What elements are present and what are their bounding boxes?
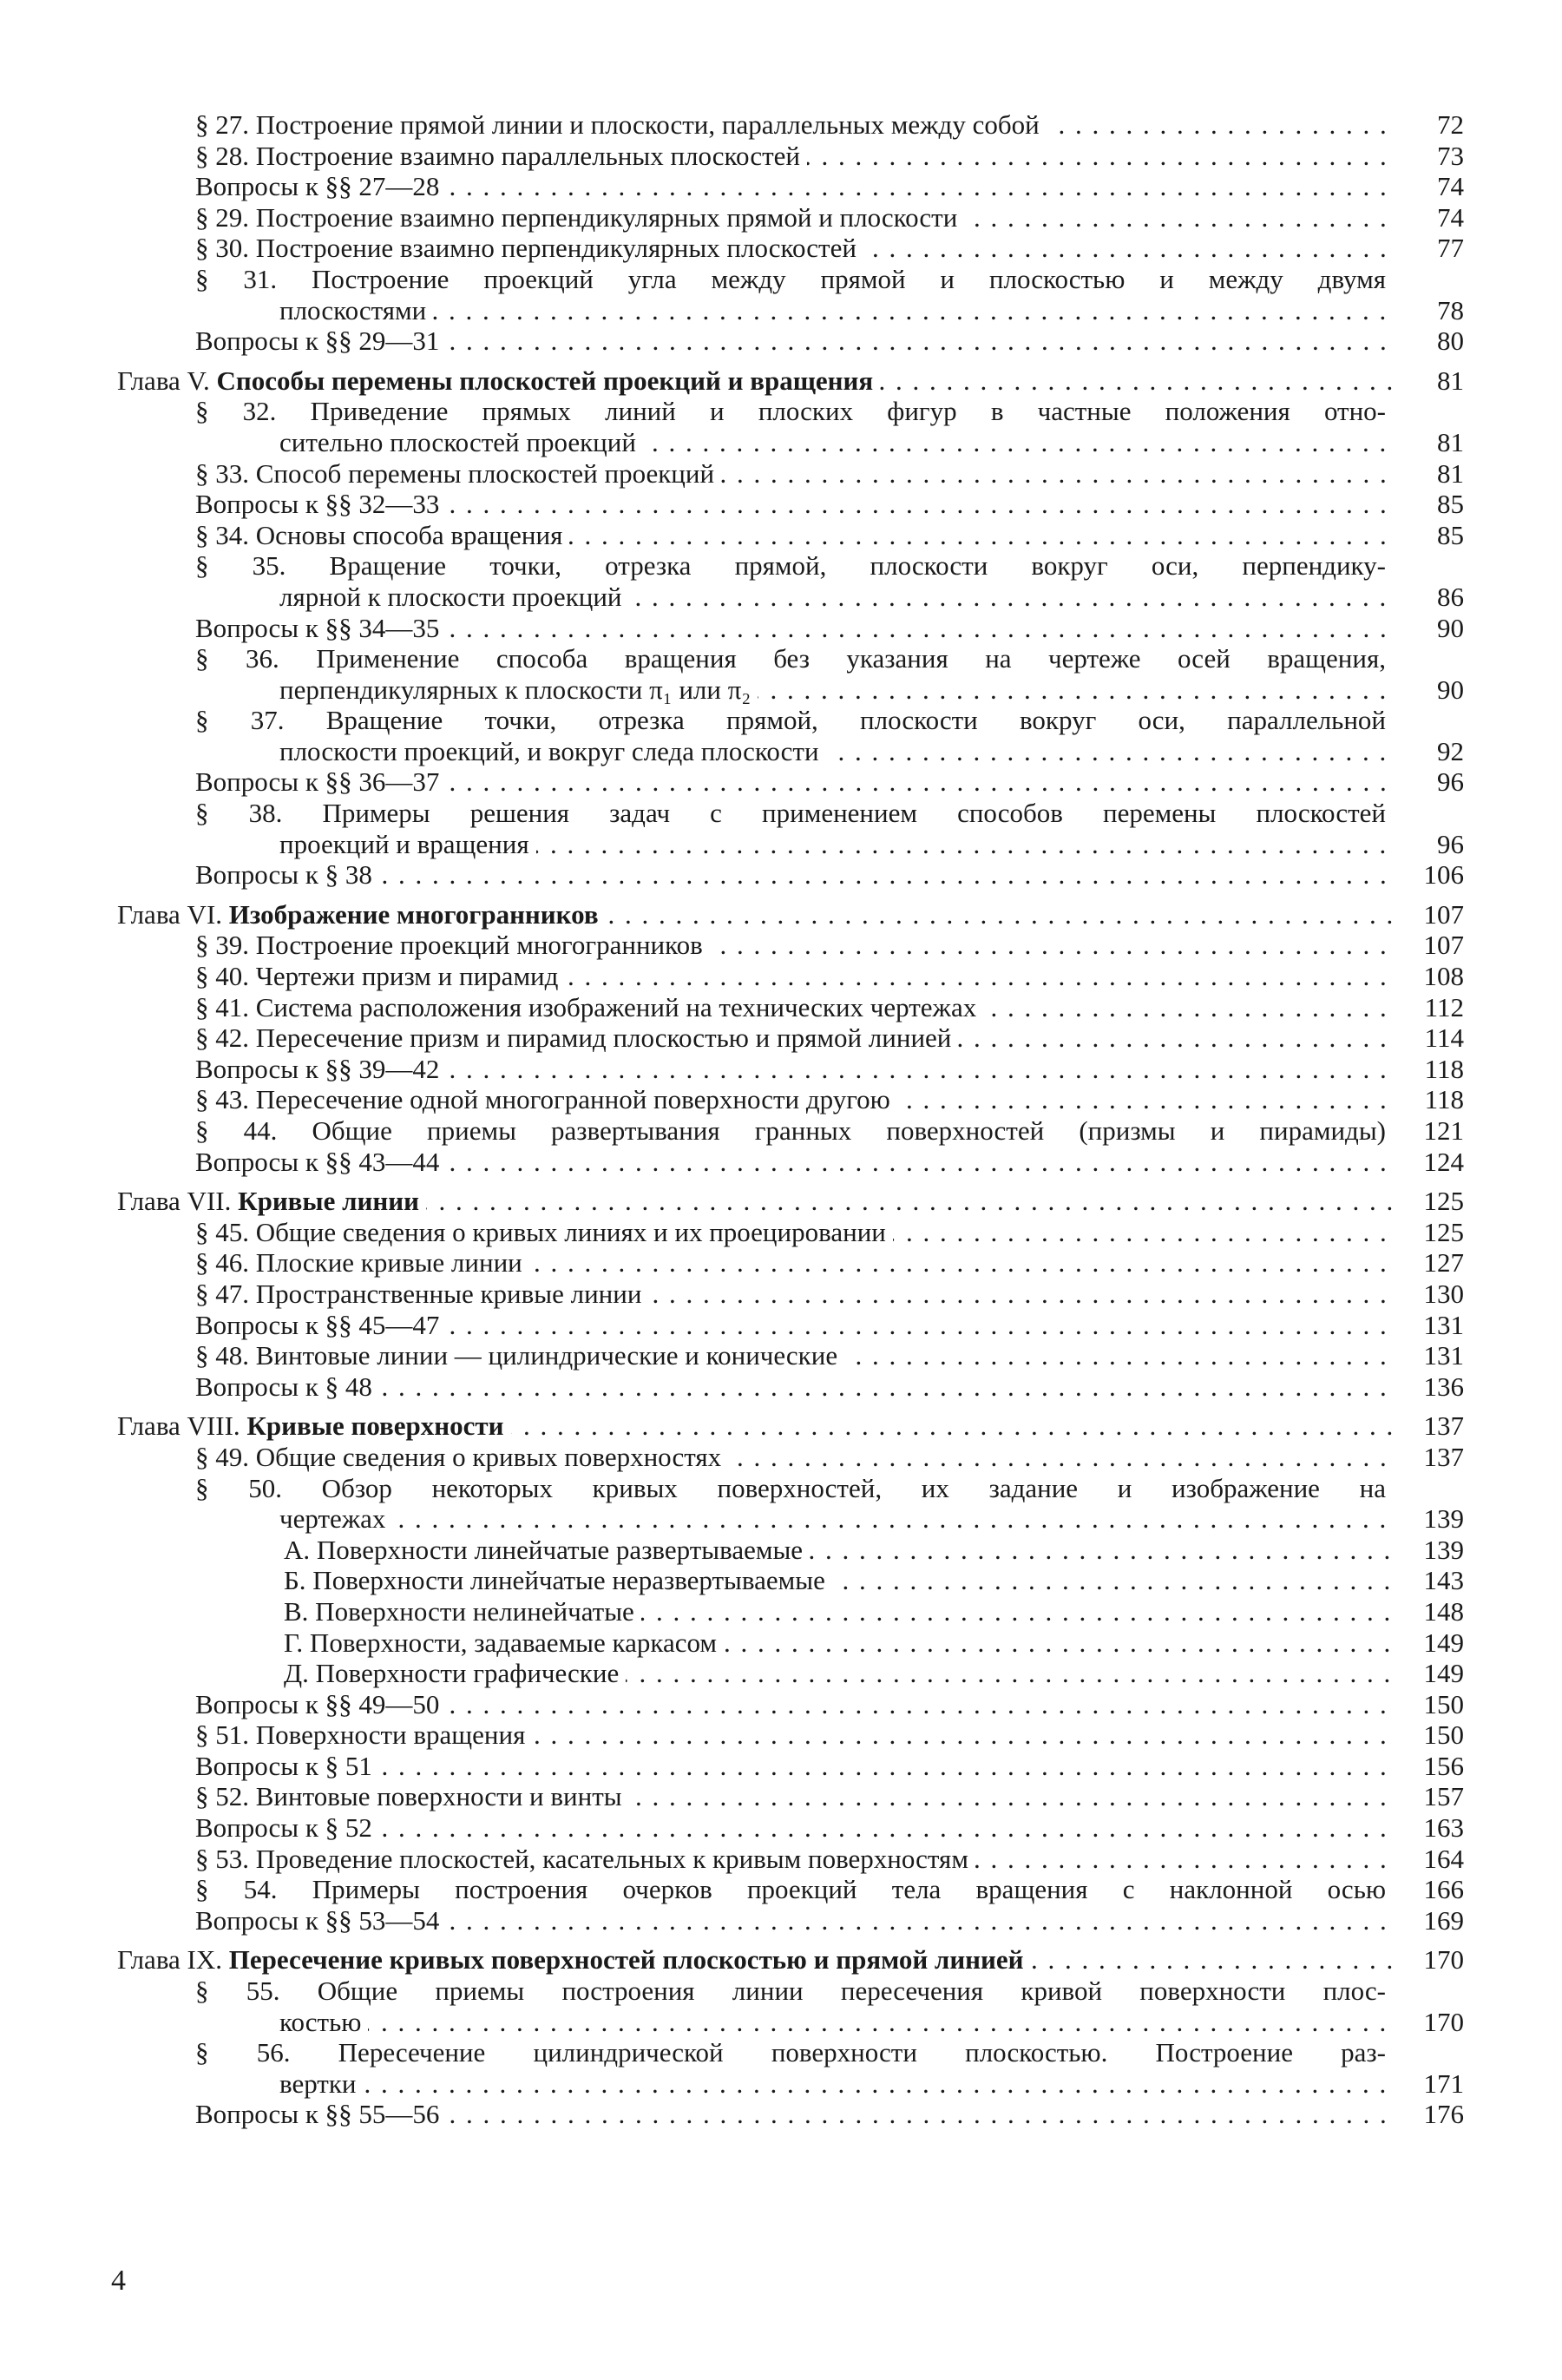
toc-page-number: 74 — [1437, 201, 1464, 233]
toc-entry-title: плоскостями . . . — [279, 295, 1393, 326]
toc-page-number: 150 — [1423, 1688, 1464, 1719]
toc-entry-title: § 33. Способ перемены плоскостей проекций . . . — [195, 458, 1393, 490]
page-number: 4 — [111, 2265, 126, 2297]
toc-entry-title — [117, 1410, 1393, 1442]
toc-entry-title: Вопросы к §§ 49—50 . . . — [195, 1689, 1393, 1720]
toc-entry-title: чертежах . . . — [279, 1503, 1393, 1535]
toc-entry-continuation — [0, 674, 1562, 706]
toc-questions — [0, 1147, 1562, 1178]
toc-entry-title: § 51. Поверхности вращения . . . — [195, 1719, 1393, 1751]
toc-entry-title: В. Поверхности нелинейчатые . . . — [284, 1596, 1393, 1627]
toc-page-number: 96 — [1437, 828, 1464, 859]
table-of-contents — [0, 109, 1562, 2130]
toc-page-number: 149 — [1423, 1658, 1464, 1689]
toc-page-number: 163 — [1423, 1812, 1464, 1844]
toc-entry-title: Вопросы к §§ 39—42 . . . — [195, 1054, 1393, 1085]
toc-page-number: 139 — [1423, 1534, 1464, 1565]
toc-page-number: 90 — [1437, 612, 1464, 643]
toc-page-number: 170 — [1423, 2006, 1464, 2037]
toc-page-number: 106 — [1423, 859, 1464, 891]
toc-entry-title: костью . . . — [279, 2007, 1393, 2038]
toc-entry-title: лярной к плоскости проекций . . . — [279, 582, 1393, 613]
toc-section — [0, 2037, 1562, 2068]
toc-entry-title: § 49. Общие сведения о кривых поверхностях . . . — [195, 1442, 1393, 1473]
toc-section — [0, 520, 1562, 551]
toc-section — [0, 141, 1562, 172]
toc-entry-title: Вопросы к §§ 27—28 . . . — [195, 171, 1393, 202]
toc-section — [0, 1115, 1562, 1147]
toc-section — [0, 643, 1562, 674]
toc-section — [0, 109, 1562, 141]
toc-entry-title: § 55. Общие приемы построения линии пересечения кривой поверхности плос- — [195, 1976, 1393, 2007]
chapter-title: Пересечение кривых поверхностей плоскостью и прямой линией — [228, 1944, 1024, 1976]
toc-page-number: 73 — [1437, 140, 1464, 171]
toc-page-number: 96 — [1437, 766, 1464, 798]
toc-page-number: 157 — [1423, 1781, 1464, 1812]
toc-section — [0, 1719, 1562, 1751]
toc-entry-continuation — [0, 1503, 1562, 1535]
toc-page-number: 77 — [1437, 233, 1464, 264]
chapter-title: Кривые линии — [238, 1186, 419, 1217]
toc-entry-title: § 53. Проведение плоскостей, касательных к кривым поверхностям . . . — [195, 1844, 1393, 1875]
toc-questions — [0, 325, 1562, 357]
toc-page-number: 107 — [1423, 930, 1464, 961]
toc-section — [0, 1473, 1562, 1504]
toc-page-number: 166 — [1423, 1874, 1464, 1905]
toc-entry-continuation — [0, 427, 1562, 458]
toc-entry-title: § 39. Построение проекций многогранников . . . — [195, 930, 1393, 961]
toc-section — [0, 1844, 1562, 1875]
toc-entry-title: § 45. Общие сведения о кривых линиях и их проецировании . . . — [195, 1217, 1393, 1248]
toc-entry-title: Вопросы к § 51 . . . — [195, 1751, 1393, 1782]
toc-page-number: 131 — [1423, 1340, 1464, 1371]
toc-page-number: 131 — [1423, 1309, 1464, 1340]
toc-entry-title: § 32. Приведение прямых линий и плоских фигур в частные положения отно- — [195, 396, 1393, 427]
toc-page-number: 81 — [1437, 365, 1464, 396]
toc-section — [0, 1217, 1562, 1248]
toc-entry-title: Вопросы к § 48 . . . — [195, 1371, 1393, 1403]
toc-entry-title — [117, 899, 1393, 930]
toc-page-number: 80 — [1437, 325, 1464, 357]
toc-entry-title: Вопросы к §§ 55—56 . . . — [195, 2099, 1393, 2130]
chapter-label: Глава VII. — [117, 1186, 232, 1217]
toc-entry-title: § 38. Примеры решения задач с применением способов перемены плоскостей — [195, 798, 1393, 829]
toc-entry-title — [117, 1944, 1393, 1976]
toc-entry-continuation — [0, 582, 1562, 613]
toc-section — [0, 233, 1562, 264]
chapter-title: Способы перемены плоскостей проекций и вращения — [216, 365, 874, 396]
toc-page-number: 127 — [1423, 1247, 1464, 1279]
toc-page-number: 139 — [1423, 1503, 1464, 1535]
toc-entry-title: § 56. Пересечение цилиндрической поверхности плоскостью. Построение раз- — [195, 2037, 1393, 2068]
chapter-label: Глава V. — [117, 365, 210, 396]
toc-entry-title: Г. Поверхности, задаваемые каркасом . . . — [284, 1627, 1393, 1659]
chapter-label: Глава VI. — [117, 898, 223, 930]
toc-entry-title — [117, 1186, 1393, 1217]
toc-page-number: 107 — [1423, 898, 1464, 930]
toc-section — [0, 961, 1562, 992]
toc-entry-title: § 46. Плоские кривые линии . . . — [195, 1247, 1393, 1279]
toc-section — [0, 705, 1562, 736]
toc-page-number: 85 — [1437, 489, 1464, 520]
toc-subentry — [0, 1565, 1562, 1596]
toc-questions — [0, 2099, 1562, 2130]
toc-entry-continuation — [0, 295, 1562, 326]
toc-questions — [0, 1812, 1562, 1844]
toc-questions — [0, 1689, 1562, 1720]
toc-section — [0, 1340, 1562, 1371]
toc-entry-title: перпендикулярных к плоскости π₁ или π₂ . . . — [279, 674, 1393, 706]
toc-questions — [0, 1310, 1562, 1341]
toc-page-number: 112 — [1424, 991, 1464, 1022]
toc-questions — [0, 1371, 1562, 1403]
toc-entry-title: А. Поверхности линейчатые развертываемые . . . — [284, 1535, 1393, 1566]
toc-page-number: 150 — [1423, 1719, 1464, 1751]
toc-section — [0, 1084, 1562, 1115]
toc-entry-title: § 47. Пространственные кривые линии . . . — [195, 1279, 1393, 1310]
toc-entry-title: § 52. Винтовые поверхности и винты . . . — [195, 1781, 1393, 1812]
toc-page-number: 81 — [1437, 426, 1464, 457]
chapter-title: Кривые поверхности — [246, 1410, 504, 1442]
toc-page-number: 137 — [1423, 1441, 1464, 1472]
toc-entry-title: § 54. Примеры построения очерков проекций тела вращения с наклонной осью — [195, 1874, 1393, 1905]
toc-page-number: 170 — [1423, 1944, 1464, 1976]
toc-page-number: 118 — [1424, 1084, 1464, 1115]
toc-page-number: 72 — [1437, 109, 1464, 140]
toc-entry-title: § 42. Пересечение призм и пирамид плоскостью и прямой линией . . . — [195, 1022, 1393, 1054]
toc-section — [0, 1781, 1562, 1812]
toc-entry-title: Вопросы к §§ 32—33 . . . — [195, 489, 1393, 520]
toc-entry-title: плоскости проекций, и вокруг следа плоскости . . . — [279, 736, 1393, 767]
toc-chapter — [0, 1186, 1562, 1217]
toc-subentry — [0, 1596, 1562, 1627]
toc-entry-title: Вопросы к §§ 36—37 . . . — [195, 766, 1393, 798]
toc-entry-continuation — [0, 2068, 1562, 2100]
toc-section — [0, 930, 1562, 961]
toc-chapter — [0, 1944, 1562, 1976]
toc-page-number: 85 — [1437, 519, 1464, 550]
toc-section — [0, 1247, 1562, 1279]
toc-page-number: 156 — [1423, 1750, 1464, 1781]
toc-entry-title: § 37. Вращение точки, отрезка прямой, плоскости вокруг оси, параллельной — [195, 705, 1393, 736]
toc-entry-title: вертки . . . — [279, 2068, 1393, 2100]
toc-questions — [0, 489, 1562, 520]
toc-entry-title: Вопросы к §§ 45—47 . . . — [195, 1310, 1393, 1341]
toc-page-number: 125 — [1423, 1186, 1464, 1217]
toc-section — [0, 458, 1562, 490]
toc-questions — [0, 1905, 1562, 1936]
toc-entry-title: Вопросы к §§ 34—35 . . . — [195, 613, 1393, 644]
toc-page-number: 86 — [1437, 581, 1464, 612]
toc-entry-title: Вопросы к §§ 29—31 . . . — [195, 325, 1393, 357]
toc-section — [0, 1874, 1562, 1905]
toc-page-number: 118 — [1424, 1053, 1464, 1084]
toc-page-number: 149 — [1423, 1627, 1464, 1658]
toc-entry-title: сительно плоскостей проекций . . . — [279, 427, 1393, 458]
toc-questions — [0, 1751, 1562, 1782]
toc-entry-title: § 28. Построение взаимно параллельных плоскостей . . . — [195, 141, 1393, 172]
toc-section — [0, 550, 1562, 582]
toc-entry-title: § 36. Применение способа вращения без указания на чертеже осей вращения, — [195, 643, 1393, 674]
toc-entry-continuation — [0, 736, 1562, 767]
toc-page-number: 90 — [1437, 674, 1464, 705]
toc-section — [0, 396, 1562, 427]
toc-subentry — [0, 1535, 1562, 1566]
toc-page-number: 74 — [1437, 171, 1464, 202]
toc-entry-continuation — [0, 2007, 1562, 2038]
toc-questions — [0, 1054, 1562, 1085]
toc-page-number: 130 — [1423, 1278, 1464, 1309]
toc-section — [0, 1279, 1562, 1310]
toc-section — [0, 1976, 1562, 2007]
toc-page-number: 137 — [1423, 1410, 1464, 1442]
toc-questions — [0, 613, 1562, 644]
toc-entry-title: Д. Поверхности графические . . . — [284, 1658, 1393, 1689]
toc-entry-title: § 48. Винтовые линии — цилиндрические и конические . . . — [195, 1340, 1393, 1371]
toc-page-number: 169 — [1423, 1904, 1464, 1936]
toc-chapter — [0, 899, 1562, 930]
toc-chapter — [0, 1410, 1562, 1442]
toc-questions — [0, 859, 1562, 891]
toc-section — [0, 264, 1562, 295]
toc-entry-title: Б. Поверхности линейчатые неразвертываемые . . . — [284, 1565, 1393, 1596]
toc-entry-title: § 30. Построение взаимно перпендикулярных плоскостей . . . — [195, 233, 1393, 264]
toc-entry-title: § 41. Система расположения изображений на технических чертежах . . . — [195, 992, 1393, 1023]
toc-page-number: 92 — [1437, 735, 1464, 766]
toc-entry-title: Вопросы к § 38 . . . — [195, 859, 1393, 891]
toc-entry-title: § 31. Построение проекций угла между прямой и плоскостью и между двумя — [195, 264, 1393, 295]
toc-page-number: 143 — [1423, 1565, 1464, 1596]
chapter-label: Глава VIII. — [117, 1410, 240, 1442]
toc-section — [0, 992, 1562, 1023]
toc-subentry — [0, 1627, 1562, 1659]
toc-page-number: 121 — [1423, 1115, 1464, 1146]
toc-questions — [0, 171, 1562, 202]
toc-page-number: 176 — [1423, 2099, 1464, 2130]
toc-page-number: 114 — [1424, 1022, 1464, 1054]
toc-questions — [0, 766, 1562, 798]
toc-entry-title: § 35. Вращение точки, отрезка прямой, плоскости вокруг оси, перпендику- — [195, 550, 1393, 582]
toc-entry-title: Вопросы к §§ 43—44 . . . — [195, 1147, 1393, 1178]
toc-subentry — [0, 1658, 1562, 1689]
toc-entry-title: § 40. Чертежи призм и пирамид . . . — [195, 961, 1393, 992]
toc-section — [0, 798, 1562, 829]
toc-page-number: 124 — [1423, 1146, 1464, 1177]
toc-entry-title: § 29. Построение взаимно перпендикулярных прямой и плоскости . . . — [195, 202, 1393, 233]
chapter-title: Изображение многогранников — [228, 898, 599, 930]
toc-page-number: 164 — [1423, 1843, 1464, 1874]
toc-entry-title — [117, 365, 1393, 397]
toc-entry-continuation — [0, 829, 1562, 860]
toc-section — [0, 1022, 1562, 1054]
toc-chapter — [0, 365, 1562, 397]
chapter-label: Глава IX. — [117, 1944, 223, 1976]
toc-entry-title: § 34. Основы способа вращения . . . — [195, 520, 1393, 551]
toc-entry-title: § 50. Обзор некоторых кривых поверхностей, их задание и изображение на — [195, 1473, 1393, 1504]
toc-section — [0, 202, 1562, 233]
toc-page-number: 136 — [1423, 1371, 1464, 1402]
toc-entry-title: Вопросы к §§ 53—54 . . . — [195, 1905, 1393, 1936]
toc-entry-title: проекций и вращения . . . — [279, 829, 1393, 860]
toc-entry-title: § 44. Общие приемы развертывания гранных поверхностей (призмы и пирамиды) — [195, 1115, 1393, 1147]
toc-entry-title: § 27. Построение прямой линии и плоскости, параллельных между собой . . . — [195, 109, 1393, 141]
toc-entry-title: Вопросы к § 52 . . . — [195, 1812, 1393, 1844]
toc-page-number: 148 — [1423, 1595, 1464, 1627]
toc-page-number: 78 — [1437, 294, 1464, 325]
toc-page-number: 81 — [1437, 457, 1464, 489]
toc-entry-title: § 43. Пересечение одной многогранной поверхности другою . . . — [195, 1084, 1393, 1115]
toc-page-number: 171 — [1423, 2068, 1464, 2099]
toc-page-number: 108 — [1423, 961, 1464, 992]
toc-section — [0, 1442, 1562, 1473]
toc-page-number: 125 — [1423, 1216, 1464, 1247]
